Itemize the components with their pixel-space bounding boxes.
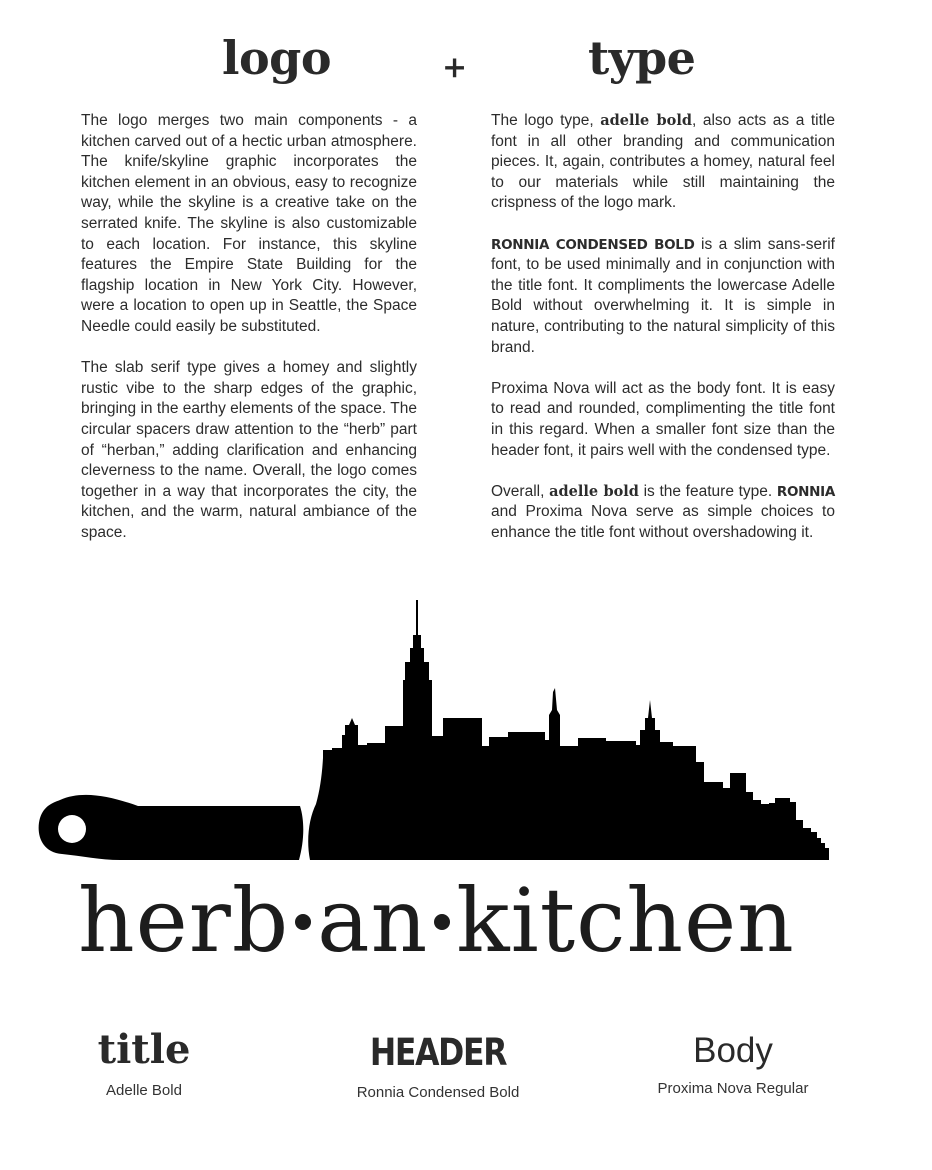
- wordmark-kitchen: kitchen: [456, 869, 795, 972]
- type-sample-header: [328, 1028, 548, 1101]
- logo-paragraph-1: The logo merges two main components - a kitchen carved out of a hectic urban atmosphere. The knife/skyline graphic incorporates the kitchen element in an obvious, easy to recognize way, while the skyline is a creative take on the serrated knife. The skyline is also customizable to each location. For instance, this skyline features the Empire State Building for the flagship location in New York City. However, were a location to open up in Seattle, the Space Needle could easily be substituted.: [81, 112, 417, 335]
- handle-rivet: [58, 815, 86, 843]
- text-span: Overall,: [491, 482, 550, 500]
- circular-spacer-dot: [434, 914, 450, 930]
- sample-title-text: title: [97, 1026, 191, 1073]
- type-sample-title: [34, 1024, 254, 1099]
- wordmark-herb: herb: [78, 869, 290, 972]
- sample-body-text: Body: [693, 1031, 773, 1070]
- type-paragraph-4: [491, 482, 835, 544]
- text-span: The logo type,: [491, 112, 601, 129]
- knife-skyline-logo-graphic: [0, 590, 932, 870]
- sample-title-font-name: Adelle Bold: [106, 1082, 182, 1099]
- font-name-adelle: adelle bold: [600, 112, 692, 129]
- type-description-column: [491, 111, 835, 564]
- font-name-ronnia: RONNIA CONDENSED BOLD: [491, 236, 695, 253]
- logo-paragraph-2: The slab serif type gives a homey and slightly rustic vibe to the sharp edges of the graphic, bringing in the earthy elements of the space. The circular spacers draw attention to the “herb” part of “herban,” adding clarification and enhancing cleverness to the name. Overall, the logo comes together in a way that incorporates the city, the kitchen, and the warm, natural ambiance of the space.: [81, 359, 417, 541]
- circular-spacer-dot: [295, 914, 311, 930]
- herban-kitchen-wordmark: [78, 866, 838, 976]
- sample-body-font-name: Proxima Nova Regular: [657, 1080, 809, 1097]
- type-paragraph-1: [491, 111, 835, 214]
- sample-header-font-name: Ronnia Condensed Bold: [356, 1084, 520, 1101]
- type-paragraph-3: Proxima Nova will act as the body font. It is easy to read and rounded, complimenting the title font in this regard. When a smaller font size than the header font, it pairs well with the condensed type.: [491, 379, 835, 459]
- type-heading: type: [588, 31, 696, 85]
- text-span: and Proxima Nova serve as simple choices to enhance the title font without overshadowing it.: [491, 503, 835, 541]
- wordmark-an: an: [317, 869, 429, 972]
- font-name-adelle: adelle bold: [549, 482, 639, 500]
- text-span: is a slim sans-serif font, to be used minimally and in conjunction with the title font. It compliments the lowercase Adelle Bold without overwhelming it. It is simple in nature, contributing to the natural simplicity of this brand.: [491, 235, 835, 356]
- type-sample-body: [623, 1028, 843, 1097]
- skyline-blade: [308, 600, 829, 860]
- plus-sign: +: [442, 50, 467, 85]
- font-name-ronnia: RONNIA: [776, 483, 836, 500]
- knife-handle: [39, 795, 304, 860]
- text-span: is the feature type.: [638, 482, 777, 500]
- text-span: , also acts as a title font in all other branding and communication pieces. It, again, contributes a homey, natural feel to our materials while still maintaining the crispness of the logo mark.: [491, 112, 835, 212]
- sample-header-text: HEADER: [369, 1031, 507, 1074]
- type-paragraph-2: [491, 235, 835, 359]
- logo-heading: logo: [222, 31, 332, 85]
- logo-description-column: [81, 111, 417, 564]
